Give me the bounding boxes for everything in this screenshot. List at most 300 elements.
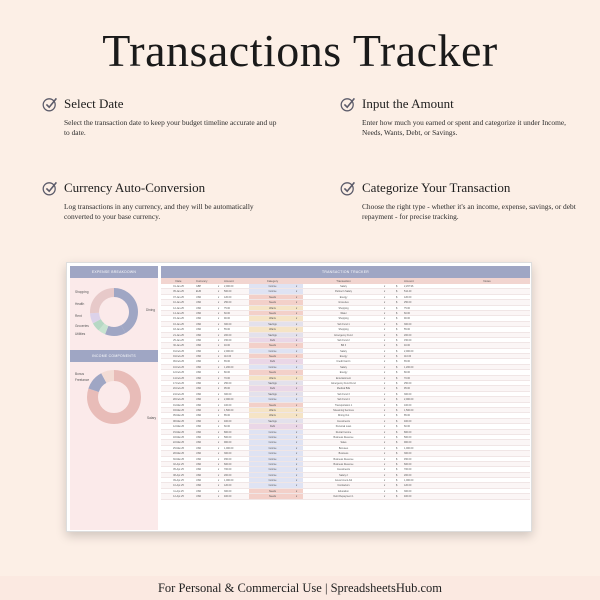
currency-cell[interactable]: USD xyxy=(196,462,202,466)
currency-cell[interactable]: USD xyxy=(196,387,202,391)
currency-cell[interactable]: USD xyxy=(196,446,202,450)
dropdown-icon[interactable]: ▾ xyxy=(295,397,303,401)
amount-cell[interactable]: 60.00 xyxy=(224,425,230,429)
amount-cell[interactable]: 80.00 xyxy=(224,371,230,375)
amount-cell[interactable]: 2,000.00 xyxy=(224,398,234,402)
converted-amount-cell[interactable]: 120.00 xyxy=(404,295,412,299)
date-cell[interactable]: 14-Jan-25 xyxy=(173,311,184,315)
date-cell[interactable]: 12-Jan-25 xyxy=(173,306,184,310)
dropdown-icon[interactable]: ▾ xyxy=(295,424,303,428)
converted-amount-cell[interactable]: 700.00 xyxy=(404,468,412,472)
dropdown-icon[interactable]: ▾ xyxy=(295,451,303,455)
date-cell[interactable]: 21-Jan-25 xyxy=(173,333,184,337)
transaction-cell[interactable]: Bill 3 xyxy=(340,344,347,348)
category-cell[interactable]: Wants xyxy=(249,306,295,310)
category-cell[interactable]: Income xyxy=(249,451,295,455)
converted-amount-cell[interactable]: 600.00 xyxy=(404,462,412,466)
date-cell[interactable]: 18-Mar-25 xyxy=(172,435,185,439)
notes-cell[interactable] xyxy=(443,327,530,331)
converted-amount-cell[interactable]: 2,000.00 xyxy=(404,398,414,402)
dropdown-icon[interactable]: ▾ xyxy=(295,457,303,461)
amount-cell[interactable]: 300.00 xyxy=(224,489,232,493)
dropdown-icon[interactable]: ▾ xyxy=(295,295,303,299)
notes-cell[interactable] xyxy=(443,413,530,417)
currency-cell[interactable]: USD xyxy=(196,392,202,396)
notes-cell[interactable] xyxy=(443,295,530,299)
currency-cell[interactable]: USD xyxy=(196,344,202,348)
amount-cell[interactable]: 70.00 xyxy=(224,376,230,380)
dropdown-icon[interactable]: ▾ xyxy=(384,398,386,402)
notes-cell[interactable] xyxy=(443,397,530,401)
dropdown-icon[interactable]: ▾ xyxy=(384,457,386,461)
dropdown-icon[interactable]: ▾ xyxy=(384,365,386,369)
dropdown-icon[interactable]: ▾ xyxy=(384,306,386,310)
amount-cell[interactable]: 500.00 xyxy=(224,290,232,294)
category-cell[interactable]: Income xyxy=(249,397,295,401)
category-cell[interactable]: Wants xyxy=(249,316,295,320)
dropdown-icon[interactable]: ▾ xyxy=(384,425,386,429)
amount-cell[interactable]: 60.00 xyxy=(224,311,230,315)
dropdown-icon[interactable]: ▾ xyxy=(218,452,220,456)
transaction-cell[interactable]: Sales xyxy=(340,441,347,445)
date-cell[interactable]: 06-Feb-25 xyxy=(172,360,185,364)
dropdown-icon[interactable]: ▾ xyxy=(384,371,386,375)
dropdown-icon[interactable]: ▾ xyxy=(218,441,220,445)
dropdown-icon[interactable]: ▾ xyxy=(295,289,303,293)
amount-cell[interactable]: 400.00 xyxy=(224,419,232,423)
transaction-cell[interactable]: Shopping xyxy=(338,317,349,321)
currency-cell[interactable]: USD xyxy=(196,430,202,434)
converted-amount-cell[interactable]: 70.00 xyxy=(404,376,410,380)
notes-cell[interactable] xyxy=(443,381,530,385)
transaction-cell[interactable]: Education xyxy=(338,489,349,493)
notes-cell[interactable] xyxy=(443,478,530,482)
amount-cell[interactable]: 1,500.00 xyxy=(224,408,234,412)
dropdown-icon[interactable]: ▾ xyxy=(295,435,303,439)
category-cell[interactable]: Income xyxy=(249,365,295,369)
notes-cell[interactable] xyxy=(443,322,530,326)
dropdown-icon[interactable]: ▾ xyxy=(218,430,220,434)
currency-cell[interactable]: USD xyxy=(196,322,202,326)
converted-amount-cell[interactable]: 400.00 xyxy=(404,419,412,423)
transaction-cell[interactable]: Business Revenue xyxy=(333,462,354,466)
notes-cell[interactable] xyxy=(443,333,530,337)
dropdown-icon[interactable]: ▾ xyxy=(295,392,303,396)
date-cell[interactable]: 01-Jan-25 xyxy=(173,285,184,288)
dropdown-icon[interactable]: ▾ xyxy=(218,392,220,396)
notes-cell[interactable] xyxy=(443,386,530,390)
dropdown-icon[interactable]: ▾ xyxy=(295,489,303,493)
amount-cell[interactable]: 40.00 xyxy=(224,344,230,348)
dropdown-icon[interactable]: ▾ xyxy=(295,316,303,320)
dropdown-icon[interactable]: ▾ xyxy=(295,403,303,407)
amount-cell[interactable]: 700.00 xyxy=(224,468,232,472)
currency-cell[interactable]: USD xyxy=(196,479,202,483)
currency-cell[interactable]: USD xyxy=(196,414,202,418)
dropdown-icon[interactable]: ▾ xyxy=(218,285,220,288)
dropdown-icon[interactable]: ▾ xyxy=(384,355,386,359)
dropdown-icon[interactable]: ▾ xyxy=(384,328,386,332)
transaction-cell[interactable]: Sub Fund 3 xyxy=(337,392,350,396)
dropdown-icon[interactable]: ▾ xyxy=(384,435,386,439)
dropdown-icon[interactable]: ▾ xyxy=(218,462,220,466)
transaction-cell[interactable]: Investments xyxy=(337,419,350,423)
converted-amount-cell[interactable]: 80.00 xyxy=(404,371,410,375)
currency-cell[interactable]: USD xyxy=(196,295,202,299)
date-cell[interactable]: 08-Mar-25 xyxy=(172,419,185,423)
date-cell[interactable]: 05-Jan-25 xyxy=(173,290,184,294)
currency-cell[interactable]: USD xyxy=(196,311,202,315)
dropdown-icon[interactable]: ▾ xyxy=(295,473,303,477)
dropdown-icon[interactable]: ▾ xyxy=(218,457,220,461)
transaction-cell[interactable]: Contractors xyxy=(337,484,350,488)
date-cell[interactable]: 03-Mar-25 xyxy=(172,408,185,412)
dropdown-icon[interactable]: ▾ xyxy=(295,494,303,498)
notes-cell[interactable] xyxy=(443,392,530,396)
currency-cell[interactable]: USD xyxy=(196,338,202,342)
notes-cell[interactable] xyxy=(443,424,530,428)
converted-amount-cell[interactable]: 1,500.00 xyxy=(404,408,414,412)
dropdown-icon[interactable]: ▾ xyxy=(218,489,220,493)
dropdown-icon[interactable]: ▾ xyxy=(295,381,303,385)
transaction-cell[interactable]: Sub Fund 4 xyxy=(337,398,350,402)
dropdown-icon[interactable]: ▾ xyxy=(295,376,303,380)
notes-cell[interactable] xyxy=(443,349,530,353)
currency-cell[interactable]: USD xyxy=(196,360,202,364)
dropdown-icon[interactable]: ▾ xyxy=(295,354,303,358)
dropdown-icon[interactable]: ▾ xyxy=(218,446,220,450)
transaction-cell[interactable]: Debt Repayment 1 xyxy=(333,495,354,499)
notes-cell[interactable] xyxy=(443,300,530,304)
dropdown-icon[interactable]: ▾ xyxy=(295,430,303,434)
notes-cell[interactable] xyxy=(443,462,530,466)
dropdown-icon[interactable]: ▾ xyxy=(384,419,386,423)
currency-cell[interactable]: USD xyxy=(196,435,202,439)
converted-amount-cell[interactable]: 512.40 xyxy=(404,290,412,294)
category-cell[interactable]: Needs xyxy=(249,494,295,498)
converted-amount-cell[interactable]: 1,000.00 xyxy=(404,446,414,450)
category-cell[interactable]: Needs xyxy=(249,370,295,374)
dropdown-icon[interactable]: ▾ xyxy=(384,408,386,412)
dropdown-icon[interactable]: ▾ xyxy=(295,349,303,353)
dropdown-icon[interactable]: ▾ xyxy=(218,468,220,472)
transaction-cell[interactable]: Emergency Fund Fund xyxy=(331,382,356,386)
date-cell[interactable]: 10-Jan-25 xyxy=(173,301,184,305)
dropdown-icon[interactable]: ▾ xyxy=(218,414,220,418)
converted-amount-cell[interactable]: 300.00 xyxy=(404,392,412,396)
converted-amount-cell[interactable]: 75.00 xyxy=(404,306,410,310)
currency-cell[interactable]: USD xyxy=(196,473,202,477)
category-cell[interactable]: Debt xyxy=(249,338,295,342)
notes-cell[interactable] xyxy=(443,440,530,444)
converted-amount-cell[interactable]: 250.00 xyxy=(404,382,412,386)
converted-amount-cell[interactable]: 95.00 xyxy=(404,387,410,391)
dropdown-icon[interactable]: ▾ xyxy=(384,468,386,472)
currency-cell[interactable]: USD xyxy=(196,382,202,386)
transaction-cell[interactable]: Partner's Salary xyxy=(335,290,352,294)
notes-cell[interactable] xyxy=(443,473,530,477)
dropdown-icon[interactable]: ▾ xyxy=(295,440,303,444)
date-cell[interactable]: 12-Mar-25 xyxy=(172,425,185,429)
dropdown-icon[interactable]: ▾ xyxy=(295,446,303,450)
transaction-cell[interactable]: Shopping xyxy=(338,328,349,332)
converted-amount-cell[interactable]: 1,000.00 xyxy=(404,479,414,483)
dropdown-icon[interactable]: ▾ xyxy=(295,478,303,482)
dropdown-icon[interactable]: ▾ xyxy=(218,322,220,326)
dropdown-icon[interactable]: ▾ xyxy=(218,425,220,429)
dropdown-icon[interactable]: ▾ xyxy=(384,430,386,434)
transaction-cell[interactable]: Personal Loan xyxy=(335,425,352,429)
date-cell[interactable]: 04-Feb-25 xyxy=(172,355,185,359)
amount-cell[interactable]: 300.00 xyxy=(224,392,232,396)
transaction-cell[interactable]: Energy xyxy=(339,355,348,359)
amount-cell[interactable]: 250.00 xyxy=(224,301,232,305)
date-cell[interactable]: 22-Mar-25 xyxy=(172,441,185,445)
dropdown-icon[interactable]: ▾ xyxy=(384,344,386,348)
currency-cell[interactable]: USD xyxy=(196,489,202,493)
converted-amount-cell[interactable]: 55.00 xyxy=(404,328,410,332)
date-cell[interactable]: 25-Mar-25 xyxy=(172,446,185,450)
currency-cell[interactable]: USD xyxy=(196,328,202,332)
notes-cell[interactable] xyxy=(443,365,530,369)
category-cell[interactable]: Debt xyxy=(249,386,295,390)
dropdown-icon[interactable]: ▾ xyxy=(295,343,303,347)
dropdown-icon[interactable]: ▾ xyxy=(384,473,386,477)
converted-amount-cell[interactable]: 2,000.00 xyxy=(404,349,414,353)
converted-amount-cell[interactable]: 90.00 xyxy=(404,317,410,321)
dropdown-icon[interactable]: ▾ xyxy=(218,311,220,315)
notes-cell[interactable] xyxy=(443,354,530,358)
date-cell[interactable]: 02-Apr-25 xyxy=(173,462,184,466)
notes-cell[interactable] xyxy=(443,489,530,493)
dropdown-icon[interactable]: ▾ xyxy=(295,338,303,342)
category-cell[interactable]: Income xyxy=(249,349,295,353)
amount-cell[interactable]: 55.00 xyxy=(224,328,230,332)
dropdown-icon[interactable]: ▾ xyxy=(295,322,303,326)
transaction-cell[interactable]: Salary xyxy=(340,349,347,353)
dropdown-icon[interactable]: ▾ xyxy=(295,419,303,423)
category-cell[interactable]: Savings xyxy=(249,322,295,326)
category-cell[interactable]: Income xyxy=(249,430,295,434)
transaction-cell[interactable]: Business Revenue xyxy=(333,457,354,461)
converted-amount-cell[interactable]: 300.00 xyxy=(404,489,412,493)
dropdown-icon[interactable]: ▾ xyxy=(295,413,303,417)
currency-cell[interactable]: USD xyxy=(196,355,202,359)
transaction-cell[interactable]: Investments xyxy=(337,468,350,472)
notes-cell[interactable] xyxy=(443,457,530,461)
dropdown-icon[interactable]: ▾ xyxy=(218,398,220,402)
notes-cell[interactable] xyxy=(443,494,530,498)
transaction-cell[interactable]: Sub Fund 1 xyxy=(337,322,350,326)
dropdown-icon[interactable]: ▾ xyxy=(384,290,386,294)
date-cell[interactable]: 15-Mar-25 xyxy=(172,430,185,434)
dropdown-icon[interactable]: ▾ xyxy=(295,370,303,374)
dropdown-icon[interactable]: ▾ xyxy=(384,479,386,483)
notes-cell[interactable] xyxy=(443,306,530,310)
dropdown-icon[interactable]: ▾ xyxy=(295,333,303,337)
currency-cell[interactable]: USD xyxy=(196,301,202,305)
dropdown-icon[interactable]: ▾ xyxy=(218,419,220,423)
amount-cell[interactable]: 65.00 xyxy=(224,360,230,364)
date-cell[interactable]: 18-Jan-25 xyxy=(173,328,184,332)
date-cell[interactable]: 09-Apr-25 xyxy=(173,479,184,483)
transaction-cell[interactable]: Salary xyxy=(340,365,347,369)
transaction-cell[interactable]: Energy xyxy=(339,295,348,299)
transaction-cell[interactable]: Water xyxy=(340,311,347,315)
transaction-cell[interactable]: Transportation 1 xyxy=(334,403,353,407)
currency-cell[interactable]: USD xyxy=(196,408,202,412)
transaction-cell[interactable]: Sub Fund 2 xyxy=(337,338,350,342)
date-cell[interactable]: 12-Feb-25 xyxy=(172,371,185,375)
notes-cell[interactable] xyxy=(443,483,530,487)
converted-amount-cell[interactable]: 85.00 xyxy=(404,414,410,418)
dropdown-icon[interactable]: ▾ xyxy=(218,306,220,310)
category-cell[interactable]: Savings xyxy=(249,381,295,385)
date-cell[interactable]: 05-Apr-25 xyxy=(173,468,184,472)
date-cell[interactable]: 07-Jan-25 xyxy=(173,295,184,299)
date-cell[interactable]: 17-Feb-25 xyxy=(172,382,185,386)
currency-cell[interactable]: USD xyxy=(196,376,202,380)
dropdown-icon[interactable]: ▾ xyxy=(295,327,303,331)
dropdown-icon[interactable]: ▾ xyxy=(218,295,220,299)
converted-amount-cell[interactable]: 200.00 xyxy=(404,333,412,337)
transaction-cell[interactable]: Rental Income xyxy=(335,430,352,434)
converted-amount-cell[interactable]: 1,200.00 xyxy=(404,365,414,369)
notes-cell[interactable] xyxy=(443,289,530,293)
currency-cell[interactable]: USD xyxy=(196,441,202,445)
amount-cell[interactable]: 1,000.00 xyxy=(224,479,234,483)
converted-amount-cell[interactable]: 400.00 xyxy=(404,495,412,499)
category-cell[interactable]: Income xyxy=(249,483,295,487)
dropdown-icon[interactable]: ▾ xyxy=(384,285,386,288)
dropdown-icon[interactable]: ▾ xyxy=(218,408,220,412)
amount-cell[interactable]: 400.00 xyxy=(224,495,232,499)
category-cell[interactable]: Debt xyxy=(249,359,295,363)
dropdown-icon[interactable]: ▾ xyxy=(384,317,386,321)
currency-cell[interactable]: USD xyxy=(196,365,202,369)
amount-cell[interactable]: 75.00 xyxy=(224,306,230,310)
amount-cell[interactable]: 500.00 xyxy=(224,435,232,439)
notes-cell[interactable] xyxy=(443,446,530,450)
transaction-cell[interactable]: Business Revenue xyxy=(333,435,354,439)
transaction-cell[interactable]: Salary 2 xyxy=(339,473,348,477)
dropdown-icon[interactable]: ▾ xyxy=(218,387,220,391)
dropdown-icon[interactable]: ▾ xyxy=(218,495,220,499)
table-row[interactable] xyxy=(161,494,530,499)
date-cell[interactable]: 10-Feb-25 xyxy=(172,365,185,369)
converted-amount-cell[interactable]: 65.00 xyxy=(404,360,410,364)
amount-cell[interactable]: 2,000.00 xyxy=(224,285,234,288)
category-cell[interactable]: Needs xyxy=(249,343,295,347)
dropdown-icon[interactable]: ▾ xyxy=(218,403,220,407)
category-cell[interactable]: Income xyxy=(249,467,295,471)
date-cell[interactable]: 01-Feb-25 xyxy=(172,349,185,353)
dropdown-icon[interactable]: ▾ xyxy=(218,338,220,342)
currency-cell[interactable]: EUR xyxy=(196,290,202,294)
dropdown-icon[interactable]: ▾ xyxy=(384,392,386,396)
category-cell[interactable]: Wants xyxy=(249,408,295,412)
category-cell[interactable]: Wants xyxy=(249,413,295,417)
category-cell[interactable]: Debt xyxy=(249,424,295,428)
amount-cell[interactable]: 1,200.00 xyxy=(224,365,234,369)
category-cell[interactable]: Income xyxy=(249,446,295,450)
currency-cell[interactable]: USD xyxy=(196,452,202,456)
transaction-cell[interactable]: Entertainment xyxy=(336,376,351,380)
currency-cell[interactable]: USD xyxy=(196,371,202,375)
notes-cell[interactable] xyxy=(443,284,530,288)
category-cell[interactable]: Needs xyxy=(249,403,295,407)
transaction-cell[interactable]: Salary xyxy=(340,285,347,288)
category-cell[interactable]: Wants xyxy=(249,327,295,331)
currency-cell[interactable]: USD xyxy=(196,495,202,499)
amount-cell[interactable]: 90.00 xyxy=(224,317,230,321)
notes-cell[interactable] xyxy=(443,338,530,342)
category-cell[interactable]: Income xyxy=(249,440,295,444)
category-cell[interactable]: Income xyxy=(249,473,295,477)
dropdown-icon[interactable]: ▾ xyxy=(295,467,303,471)
amount-cell[interactable]: 200.00 xyxy=(224,473,232,477)
category-cell[interactable]: Wants xyxy=(249,376,295,380)
transaction-cell[interactable]: Streaming Services xyxy=(333,408,354,412)
dropdown-icon[interactable]: ▾ xyxy=(218,290,220,294)
category-cell[interactable]: Income xyxy=(249,435,295,439)
date-cell[interactable]: 30-Mar-25 xyxy=(172,457,185,461)
category-cell[interactable]: Needs xyxy=(249,311,295,315)
converted-amount-cell[interactable]: 250.00 xyxy=(404,301,412,305)
amount-cell[interactable]: 600.00 xyxy=(224,462,232,466)
date-cell[interactable]: 08-Apr-25 xyxy=(173,473,184,477)
dropdown-icon[interactable]: ▾ xyxy=(384,387,386,391)
dropdown-icon[interactable]: ▾ xyxy=(384,301,386,305)
amount-cell[interactable]: 800.00 xyxy=(224,430,232,434)
dropdown-icon[interactable]: ▾ xyxy=(384,382,386,386)
amount-cell[interactable]: 300.00 xyxy=(224,322,232,326)
converted-amount-cell[interactable]: 60.00 xyxy=(404,311,410,315)
category-cell[interactable]: Needs xyxy=(249,295,295,299)
notes-cell[interactable] xyxy=(443,311,530,315)
dropdown-icon[interactable]: ▾ xyxy=(218,365,220,369)
date-cell[interactable]: 15-Jan-25 xyxy=(173,317,184,321)
transaction-cell[interactable]: Government Aid xyxy=(334,479,353,483)
dropdown-icon[interactable]: ▾ xyxy=(295,359,303,363)
category-cell[interactable]: Income xyxy=(249,462,295,466)
notes-cell[interactable] xyxy=(443,419,530,423)
converted-amount-cell[interactable]: 200.00 xyxy=(404,473,412,477)
dropdown-icon[interactable]: ▾ xyxy=(384,349,386,353)
currency-cell[interactable]: USD xyxy=(196,457,202,461)
dropdown-icon[interactable]: ▾ xyxy=(218,333,220,337)
dropdown-icon[interactable]: ▾ xyxy=(384,452,386,456)
currency-cell[interactable]: USD xyxy=(196,306,202,310)
transaction-cell[interactable]: Energy xyxy=(339,371,348,375)
notes-cell[interactable] xyxy=(443,408,530,412)
converted-amount-cell[interactable]: 450.00 xyxy=(404,457,412,461)
amount-cell[interactable]: 1,000.00 xyxy=(224,446,234,450)
currency-cell[interactable]: USD xyxy=(196,468,202,472)
notes-cell[interactable] xyxy=(443,451,530,455)
date-cell[interactable]: 30-Jan-25 xyxy=(173,344,184,348)
amount-cell[interactable]: 85.00 xyxy=(224,414,230,418)
amount-cell[interactable]: 200.00 xyxy=(224,333,232,337)
category-cell[interactable]: Income xyxy=(249,284,295,288)
currency-cell[interactable]: USD xyxy=(196,349,202,353)
dropdown-icon[interactable]: ▾ xyxy=(218,344,220,348)
converted-amount-cell[interactable]: 60.00 xyxy=(404,425,410,429)
dropdown-icon[interactable]: ▾ xyxy=(295,386,303,390)
currency-cell[interactable]: USD xyxy=(196,317,202,321)
dropdown-icon[interactable]: ▾ xyxy=(295,365,303,369)
amount-cell[interactable]: 2,000.00 xyxy=(224,349,234,353)
